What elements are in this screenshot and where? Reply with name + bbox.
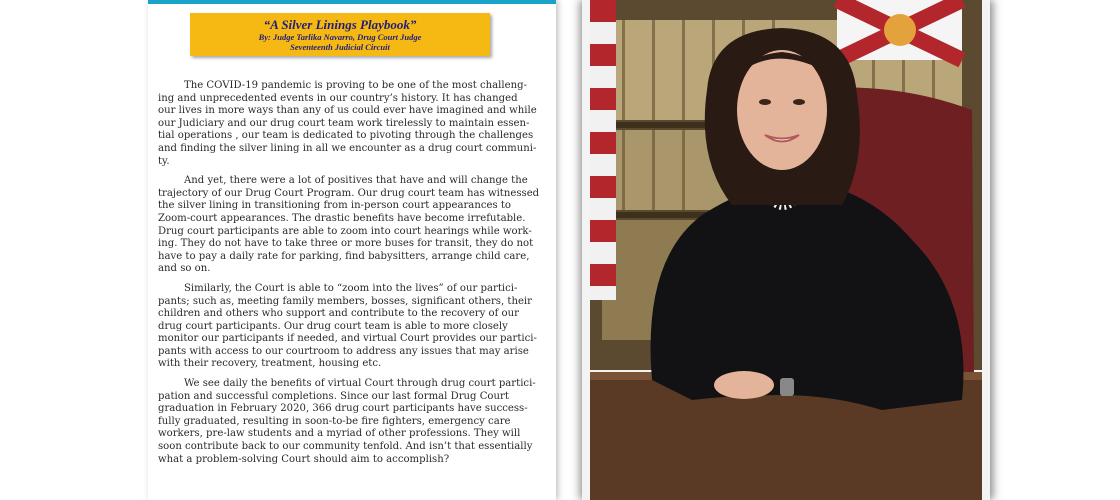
article-circuit: Seventeenth Judicial Circuit — [290, 42, 390, 52]
newsletter-page — [148, 0, 556, 500]
florida-flag — [837, 0, 962, 60]
hands — [714, 371, 774, 399]
wristwatch — [780, 378, 794, 396]
portrait-illustration — [582, 0, 990, 500]
judge-portrait-photo — [582, 0, 990, 500]
top-rule — [148, 0, 556, 4]
us-flag — [590, 0, 616, 300]
article-title: “A Silver Linings Playbook” — [263, 17, 417, 32]
face — [737, 50, 827, 170]
paragraph-4: We see daily the benefits of virtual Court through drug court partici- pation and successful completions. Since our last formal Drug Court graduation in February 2020, 366 drug court participants have success- fully graduated, resulting in soon-to-be fire fighters, emergency care workers, pre-law students and a myriad of other professions. They will soon contribute back to our community tenfold. And isn’t that essentially what a problem-solving Court should aim to accomplish? — [158, 378, 536, 465]
article-byline: By: Judge Tarlika Navarro, Drug Court Judge — [258, 32, 422, 42]
article-title-box — [190, 13, 490, 56]
paragraph-2: And yet, there were a lot of positives that have and will change the trajectory of our Drug Court Program. Our drug court team has witnessed the silver lining in transitioning from in-person court appearances to Zoom-court appearances. The drastic benefits have become irrefutable. Drug court participants are able to zoom into court hearings while work- ing. They do not have to take three or more buses for transit, they do not have to pay a daily rate for parking, find babysitters, arrange child care, and so on. — [158, 175, 540, 275]
paragraph-3: Similarly, the Court is able to “zoom into the lives” of our partici- pants; such as, meeting family members, bosses, significant others, their children and others who support and contribute to the recovery of our drug court participants. Our drug court team is able to more closely monitor our participants if needed, and virtual Court provides our partici- pants with access to our courtroom to address any issues that may arise with their recovery, treatment, housing etc. — [158, 282, 537, 370]
article-body — [158, 80, 544, 473]
paragraph-1: The COVID-19 pandemic is proving to be one of the most challeng- ing and unprecedented events in our country’s history. It has changed our lives in more ways than any of us could ever have imagined and while our Judiciary and our drug court team work tirelessly to maintain essen- tial operations , our team is dedicated to pivoting through the challenges and finding the silver lining in all we encounter as a drug court communi- ty. — [158, 80, 537, 167]
